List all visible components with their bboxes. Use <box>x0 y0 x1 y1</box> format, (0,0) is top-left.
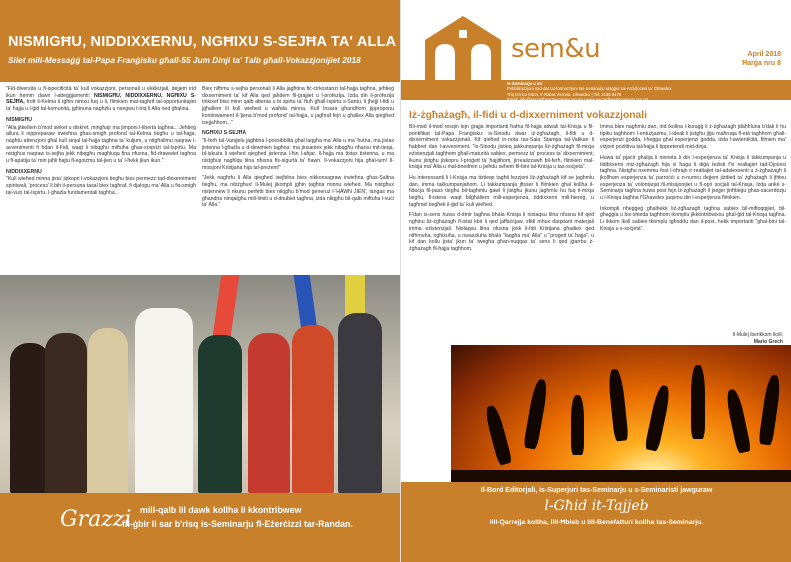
col2-paragraph-1: Biex nifhmu s-sejħa personali li Alla jagħtina fiċ-ċirkostanzi tal-ħajja tagħna, jeħtieġ dixxerniment ta' kif Alla qed jaħdem fil-ġrajjiet u l-profezija. Iżda din il-profezija tinkixef biss minn qalb attenta u bi spirtu ta' ftuħ għall-Ispirtu s-Santu, li jħejji l-fidi u jgħallem lil kull wieħed u waħda minna. Kull Insara għandhom jipproponu kontinwament il-'jiena b'mod profond' tal-ħajja, u jagħraf fejn u għaliex Alla qiegħed isejjaħhom..." <box>202 86 394 126</box>
left-column-1 <box>6 86 196 272</box>
intro-text: "Fid-diversità u fl-ispeċifiċità ta' kull vokazzjoni, personali u ekkleżjali, dejjem irid ikun hemm dawn l-atteġġjamenti: <box>6 86 196 99</box>
heading-niddixxernu: NIDDIXXERNU <box>6 168 42 175</box>
issue-info <box>742 50 781 68</box>
right-column-2 <box>600 124 786 349</box>
person-figure <box>198 335 242 493</box>
silhouette <box>523 378 549 449</box>
right-footer-banner <box>401 482 791 562</box>
person-figure <box>88 328 128 493</box>
intro-paragraph <box>6 86 196 113</box>
address-line: Is-Seminarju u Int <box>507 81 543 86</box>
heading-nghixu: NGĦIXU S-SEJĦA <box>202 130 247 137</box>
left-header-banner <box>0 0 400 82</box>
easter-wish-line-1: Il-Bord Editorjali, is-Superjuri tas-Seminarju u s-Seminaristi jawguraw <box>480 487 713 494</box>
address-line: Triq Enrico Mizzi, Ir-Rabat Victoria, Għawdex | Tel: 2155 6479 <box>507 91 622 97</box>
article-title: Iż-żgħażagħ, il-fidi u d-dixxerniment vokazzjonali <box>409 110 647 121</box>
silhouette <box>607 368 628 441</box>
article-paragraph: Huwa ta' pjaċir għalija li ninnota li din l-esperjenza ta' Knisja li takkumpanja u tiddixxerni miż-żgħażagħ hija xi ħaġa li diġà teżisti f'xi realtajiet tad-Djoċesi tagħna. Nistgħu nsemmu fost l-oħrajn ir-realtajiet tal-adolexxenti u ż-żgħażagħ li jkollhom esperjenza ta' parroċċi u n-numru dejjem jiżdied ta' żgħażagħ li jfittxu esperjenza ta' volontarjat fil-missjonijiet u fl-opri soċjali tal-Knisja. Iżda ankè s-Seminarju tagħna huwa post fejn iż-żgħażagħ li jsejjer jinħtieġu għas-sacerdozju u l-Knisja tagħna f'Għawdex jaqsmu din l-esperjenza flimkien. <box>600 154 786 202</box>
article-paragraph: Inkompli nħeġġeġ għalhekk liż-żgħażagħ tagħna sabiex bil-miftoqqijiet, bil-għaġġla u bix-xhieda tagħhom ikomplu jikkontribwixxu għal-ġid tal-Knisja tagħna. Li ikkom lkoll sabiex tkomplu tgħoddu dan il-post, hekk importanti "għal-bini tal-Knisja u s-soċjetà". <box>600 205 786 232</box>
seminary-arch-logo <box>421 10 505 90</box>
article-paragraph: Imma biex nagħmlu dan, irid ikollna l-kuraġġ li ż-żgħażagħ jdaħħluna b'dak li hu tipiku tagħhom: l-entużjażmu, l-ideali li jistgħu jiġu maħruqa fl-età tagħhom għall-esperjenzi ġodda, l-ħeġġa għal esperjenzi ġodda, iżda l-awtentiċità, filmien ma' viżjoni pożittiva tal-ħajja li tippretendi mid-dinja. <box>600 124 786 151</box>
right-page <box>400 0 791 562</box>
signature-name: Mario Grech <box>753 338 783 345</box>
issue-date: April 2018 <box>747 51 781 58</box>
brand-logo-text: sem&u <box>511 34 601 64</box>
person-figure <box>10 343 50 493</box>
person-figure <box>292 325 334 493</box>
silhouette <box>724 388 751 454</box>
col2-paragraph-3: "Jekk nagħrfu li Alla qiegħed isejħilna biex nikkonsagraw irwieħna għas-Saltna tiegħu, ma nibżgħux! Il-Mulej jikompli jgħin tagħna minnu wieħed. Ma nistgħux nistennew li nkunu perfetti biex nilqgħu b'mod ġeneruż l-'HAWN JIEN', langas ma għandna ninqatgħu mill-limiti u d-dnubiet tagħna, iżda nilqgħu bil-qalb miftuħa l-vuċi ta' Alla." <box>202 175 394 209</box>
intro-end-text: frott il-Kelma li tgħin nimxu fuq u li, flimkien mat-tagħrif tal-opportunitajiet ta' ħajja u l-ġid tal-komunità, jgħinuna nagħżlu u nsegwu t-triq li Alla ried għalina. <box>6 99 196 113</box>
nismighu-paragraph: "Alla jitkellem b'mod sieket u diskret, mingħajr ma jimponi l-libertà tagħna... Jeħtieġ allura li nippreparaw irwieħna għas-smigħ profond tal-Kelma tiegħu u tal-ħajja, nagħtu attenzjoni għal kull sinjal tal-ħajja tagħna ta' kuljum, u nitgħallmu naqraw l-avvenimenti fi ħdan il-Fidi, waqt li nibqgħu miftuħa għas-sorpriżi tal-Ispirtu. Ma nistgħux naqraw is-sejħa jekk nibqgħu magħluqa fina nfusna, fid-drawwiet tagħna u fl-apatija ta' min jaħli ħajtu fl-egoiżmu tal-jien u ta' l-ħekk jkun ikun." <box>6 124 196 165</box>
silhouette <box>691 365 705 439</box>
easter-wish-line-2: lill-Qarrejja kollha, lill-Ħbieb u lill-Benefatturi kollha tas-Seminarju. <box>489 519 704 526</box>
article-paragraph: F'dan is-sens huwa d-dmir tagħna bħala Knisja li nistaqsu lilna nfusna kif qed ngħinu liż-żgħażagħ fl-istat kbir li qed jaffaċċjaw, sfidi mhux daqstant materjali imma eżistenzjali. Nistaqsu lilna nfusna jekk il-fidi Kristjana għadiex qed nifhmuha, ngħixuha, u nwassluha bħala "laqgħa ma' Alla" u "proġett ta' ħajja", u kif dan kollu jista' jkun ta' twegħa għan-nuqqas ta' sens li qed jġarrbu ż-żgħażagħ fil-ħajja tagħhom. <box>409 212 594 252</box>
signature-greeting: Il-Mulej iberikkom lkoll, <box>732 332 783 338</box>
address-line: Email: info@sacredheartseminary.org.mt | www.sacredheartseminary.org.mt <box>507 97 648 103</box>
person-figure <box>45 333 87 493</box>
grazzi-title: Grazzi <box>60 507 132 532</box>
silhouette <box>758 374 782 445</box>
address-line: Pubblikazzjoni mid-dar tal-formazzjoni tas-Seminarju Maġġur tal-Arċidjoċesi ta' Għawdex <box>507 86 672 92</box>
address-block <box>507 81 787 103</box>
silhouette <box>571 395 584 455</box>
issue-number: Ħarġa nru 8 <box>742 60 781 67</box>
nghixu-paragraph: "Il-ferħ tal-Vanġelu jagħtina l-possibbiltà għal laqgħa ma' Alla u ma' ħutna, ma jistax jistenna l-għażla u d-dewmien tagħna; ma jinsaniex jekk nibqgħu nħarsu mit-tieqa, bl-iskuża li wieħed qiegħed jistenna l-ħin l-aħjar. Il-ħajja ma tistax tistenna, u ma nistgħux nagħlqu lilna nfusna fis-sigurtà ta' hawn. Il-vokazzjoni hija għal-lum! Il-missjoni Kristjana hija tal-preżent!" <box>202 137 394 171</box>
jumping-youth-sunset-photo <box>451 345 791 482</box>
easter-greeting: l-Għid it-Tajjeb <box>544 498 649 514</box>
left-footer-banner <box>0 493 400 562</box>
intro-bold-text: NISMIGĦU, NIDDIXXERNU, NGĦIXU S-SEJĦA, <box>6 92 196 106</box>
pope-with-youth-photo <box>0 275 400 493</box>
silhouette <box>483 404 512 466</box>
left-column-2 <box>202 86 394 272</box>
message-subtitle: Silet mill-Messaġġ tal-Papa Franġisku għall-55 Jum Dinji ta' Talb għall-Vokazzjonijiet 2018 <box>8 55 361 65</box>
person-figure <box>338 313 382 493</box>
person-figure <box>248 333 290 493</box>
ground <box>451 470 791 482</box>
message-title: NISMIGĦU, NIDDIXXERNU, NGĦIXU S-SEJĦA TA' ALLA <box>8 34 397 50</box>
article-paragraph: Bil-mod il-mod resqin lejn ġrajja importanti ħafna fil-ħajja attwali tal-Knisja u fil-pontifikat tal-Papa Franġisku: is-Sinodu dwar iż-żgħażagħ, il-fidi u d-dixxerniment vokazzjonali. Kif qieħed in-nota tas-Sala Stampa tal-Vatikan li ħabbret dan l-avveniment, "is-Sinodu jixtieq jakkumpanja liż-żgħażagħ fil-mixja eżistenzjali tagħhom għall-maturità sabiex, permezz ta' proċess ta' dixxerniment, ikunu jistgħu jiskopru l-proġett ta' ħajjithom, jirrealizzawh bil-ferħ, flimkien mal-knisja ma' Alla u mal-bnedmin u jieħdu sehem fil-bini tal-Knisja u tas-soċjetà". <box>409 124 594 171</box>
thanks-line-1: mill-qalb lil dawk kollha li kkontribwew <box>140 505 302 515</box>
niddixxernu-paragraph: "Kull wieħed minna jista' jiskopri l-vokazzjoni tiegħu biss permezz tad-dixxerniment spiritwali, 'proċess' li bih il-persuna tasal biex tagħraf, fi djalogu ma' Alla u fis-smigħ tal-vuċi tal-Ispirtu, l-għażla fundamentali tagħha... <box>6 176 196 196</box>
thanks-line-2: fil-ġbir li sar b'risq is-Seminarju fl-Eżerċizzi tar-Randan. <box>122 519 353 529</box>
pope-figure <box>135 308 193 493</box>
right-column-1 <box>409 124 594 364</box>
address-bar <box>401 80 791 103</box>
heading-nismighu: NISMIGĦU <box>6 116 32 123</box>
article-paragraph: Hu interessanti li l-Knisja ma tixtieqx tagħti lezzjoni liż-żgħażagħ kif se jagħmlu dan, imma takkumpanjahom. Li takkumpanja jfisser li flimkien għal kollha il-fiduċja fil-pass tiegħu bil-tagħmlu ġawl li jistgħu jkunu jagħmlu hu fuq il-mixja tiegħu, fl-istess waqt bilgħallem mill-esperjenza, tiddixxerni mill-ħiereġ, u tagħmel tiegħek il-ġid ta' kull wieħed. <box>409 174 594 208</box>
silhouette <box>644 384 671 451</box>
